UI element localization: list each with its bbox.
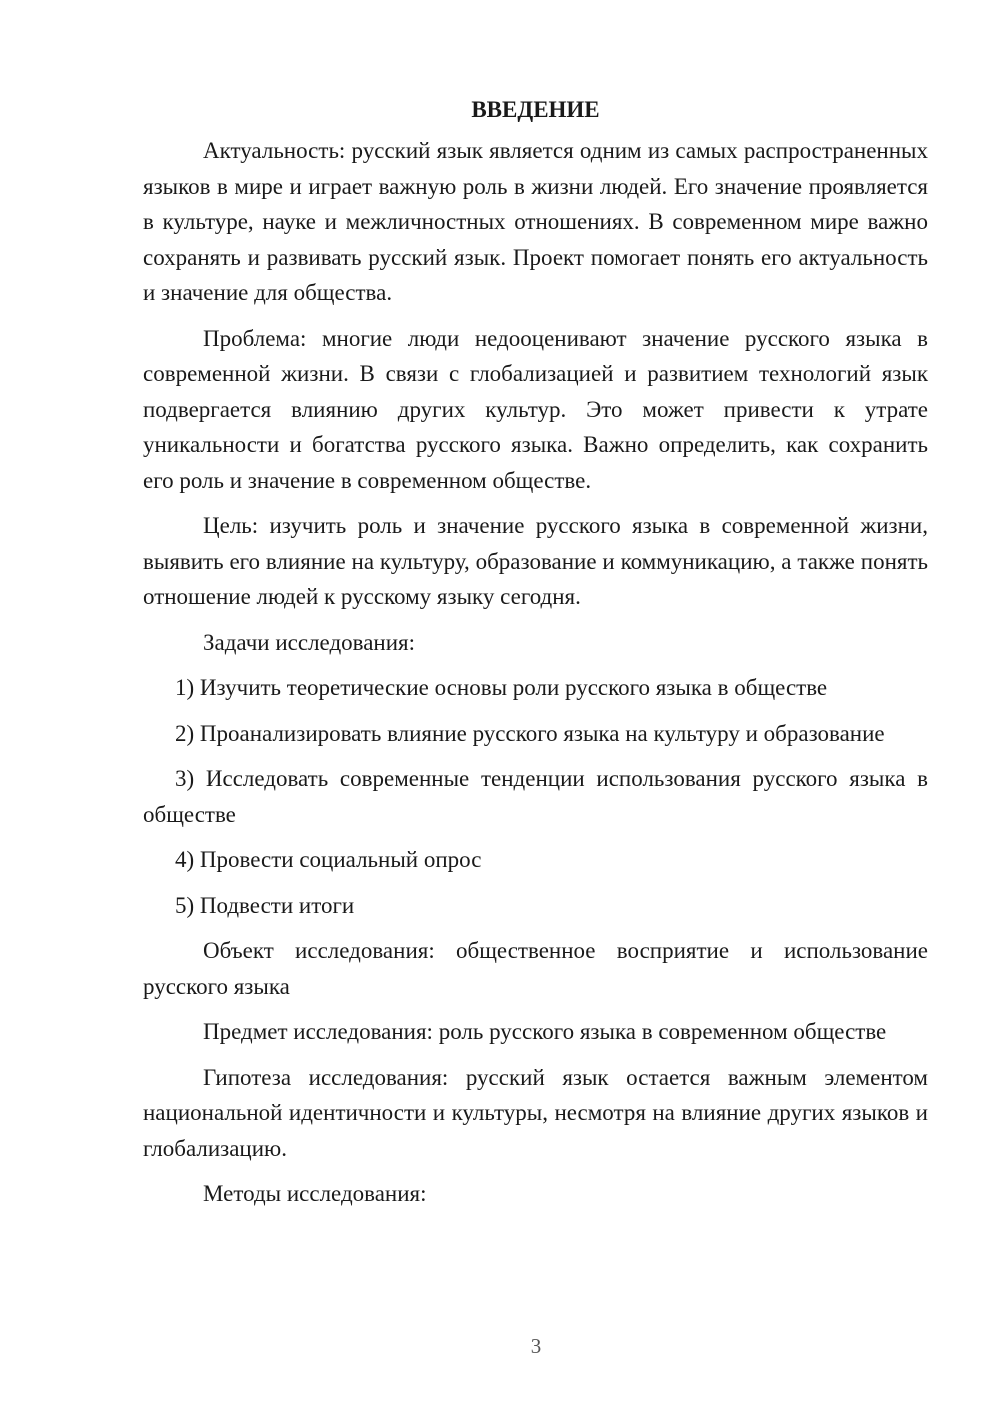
task-item-5: 5) Подвести итоги (175, 892, 355, 918)
task-item-3: 3) Исследовать современные тенденции использования русского языка в обществе (143, 766, 928, 827)
relevance-paragraph: Актуальность: русский язык является одним из самых распространенных языков в мире и играет важную роль в жизни людей. Его значение проявляется в культуре, науке и межличностных отношениях. В современном мире важно сохранять и развивать русский язык. Проект помогает понять его актуальность и значение для общества. (143, 138, 928, 305)
problem-paragraph: Проблема: многие люди недооценивают значение русского языка в современной жизни. В связи с глобализацией и развитием технологий язык подвергается влиянию других культур. Это может привести к утрате уникальности и богатства русского языка. Важно определить, как сохранить его роль и значение в современном обществе. (143, 325, 928, 493)
task-item-1: 1) Изучить теоретические основы роли русского языка в обществе (175, 675, 828, 700)
page-content (143, 92, 928, 1222)
methods-title: Методы исследования: (203, 1181, 427, 1206)
goal-paragraph: Цель: изучить роль и значение русского языка в современной жизни, выявить его влияние на культуру, образование и коммуникацию, а также понять отношение людей к русскому языку сегодня. (143, 513, 928, 609)
page-number: 3 (530, 1334, 542, 1358)
object-paragraph: Объект исследования: общественное восприятие и использование русского языка (143, 938, 928, 999)
section-heading: ВВЕДЕНИЕ (471, 97, 600, 122)
task-item-2: 2) Проанализировать влияние русского языка на культуру и образование (175, 720, 885, 746)
hypothesis-paragraph: Гипотеза исследования: русский язык остается важным элементом национальной идентичности и культуры, несмотря на влияние других языков и глобализацию. (143, 1064, 928, 1161)
subject-paragraph: Предмет исследования: роль русского языка в современном обществе (203, 1019, 887, 1044)
tasks-title: Задачи исследования: (203, 629, 416, 655)
task-item-4: 4) Провести социальный опрос (175, 847, 482, 872)
